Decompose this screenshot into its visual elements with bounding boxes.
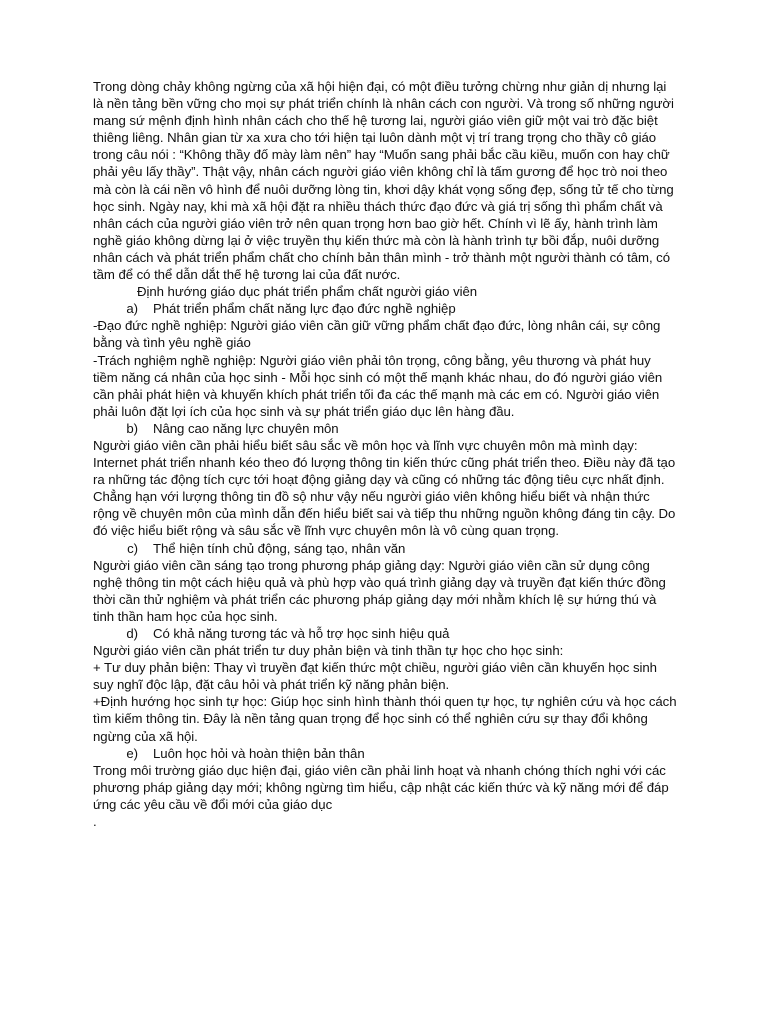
section-marker: a) <box>126 301 138 317</box>
section-d-heading <box>93 625 677 642</box>
section-a-paragraph-1: -Đạo đức nghề nghiệp: Người giáo viên cần giữ vững phẩm chất đạo đức, lòng nhân cái, sự công bằng và tình yêu nghề giáo <box>93 318 661 351</box>
section-title: Nâng cao năng lực chuyên môn <box>153 420 339 436</box>
section-title: Thể hiện tính chủ động, sáng tạo, nhân văn <box>153 540 406 556</box>
section-b-paragraph-1: Người giáo viên cần phải hiểu biết sâu sắc về môn học và lĩnh vực chuyên môn mà mình dạy: Internet phát triển nhanh kéo theo đó lượng thông tin kiến thức cũng phát triển theo. Điều này đã tạo ra những tác động tích cực tới hoạt động giảng dạy và cũng có những tác động tiêu cực nhất định. Chẳng hạn với lượng thông tin đồ sộ như vậy nếu người giáo viên không hiểu biết và nhận thức rộng về chuyên môn của mình dẫn đến hiểu biết sai và tiếp thu những nguồn không đáng tin cậy. Do đó việc hiểu biết rộng và sâu sắc về lĩnh vực chuyên môn là vô cùng quan trọng. <box>93 437 676 539</box>
section-e-paragraph-1: Trong môi trường giáo dục hiện đại, giáo viên cần phải linh hoạt và nhanh chóng thích nghi với các phương pháp giảng dạy mới; không ngừng tìm hiểu, cập nhật các kiến thức và kỹ năng mới để đáp ứng các yêu cầu về đổi mới của giáo dục <box>93 762 669 812</box>
section-d-paragraph-2: + Tư duy phản biện: Thay vì truyền đạt kiến thức một chiều, người giáo viên cần khuyến học sinh suy nghĩ độc lập, đặt câu hỏi và phát triển kỹ năng phản biện. <box>93 660 657 693</box>
section-marker: e) <box>126 745 138 761</box>
section-marker: c) <box>127 540 138 556</box>
section-title: Phát triển phẩm chất năng lực đạo đức nghề nghiệp <box>153 301 456 317</box>
section-d-paragraph-1: Người giáo viên cần phát triển tư duy phản biện và tinh thần tự học cho học sinh: <box>93 643 564 659</box>
intro-paragraph: Trong dòng chảy không ngừng của xã hội hiện đại, có một điều tưởng chừng như giản dị nhưng lại là nền tảng bền vững cho mọi sự phát triển chính là nhân cách con người. Và trong số những người mang sứ mệnh định hình nhân cách cho thế hệ tương lai, người giáo viên giữ một vai trò đặc biệt thiêng liêng. Nhân gian từ xa xưa cho tới hiện tại luôn dành một vị trí trang trọng cho thầy cô giáo trong câu nói : “Không thầy đố mày làm nên” hay “Muốn sang phải bắc cầu kiều, muốn con hay chữ phải yêu lấy thầy”. Thật vậy, nhân cách người giáo viên không chỉ là tấm gương để học trò noi theo mà còn là cái nền vô hình để nuôi dưỡng lòng tin, khơi dậy khát vọng sống đẹp, sống tử tế cho từng học sinh. Ngày nay, khi mà xã hội đặt ra nhiều thách thức đạo đức và giá trị sống thì phẩm chất và nhân cách của người giáo viên trở nên quan trọng hơn bao giờ hết. Chính vì lẽ ấy, hành trình làm nghề giáo không dừng lại ở việc truyền thụ kiến thức mà còn là hành trình tự bồi đắp, nuôi dưỡng nhân cách và phát triển phẩm chất cho chính bản thân mình - trở thành một người thành có tâm, có tầm để có thể dẫn dắt thế hệ tương lai của đất nước. <box>93 79 674 283</box>
section-marker: b) <box>126 420 138 436</box>
document-page <box>93 78 677 830</box>
section-a-paragraph-2: -Trách nghiệm nghề nghiệp: Người giáo viên phải tôn trọng, công bằng, yêu thương và phát huy tiềm năng cá nhân của học sinh - Mỗi học sinh có một thế mạnh khác nhau, do đó người giáo viên cần phải phát hiện và khuyến khích phát triển tối đa các thế mạnh mà các em có. Người giáo viên phải luôn đặt lợi ích của học sinh và sự phát triển giáo dục lên hàng đầu. <box>93 352 663 419</box>
section-b-heading <box>93 420 677 437</box>
section-c-heading <box>93 540 677 557</box>
section-e-heading <box>93 745 677 762</box>
section-title: Luôn học hỏi và hoàn thiện bản thân <box>153 745 365 761</box>
trailing-mark: . <box>93 814 97 830</box>
main-heading: Định hướng giáo dục phát triển phẩm chất người giáo viên <box>137 284 478 300</box>
section-c-paragraph-1: Người giáo viên cần sáng tạo trong phương pháp giảng dạy: Người giáo viên cần sử dụng công nghệ thông tin một cách hiệu quả và phù hợp vào quá trình giảng dạy và truyền đạt kiến thức đồng thời cần thử nghiệm và phát triển các phương pháp giảng dạy mới nhằm khích lệ sự hứng thú và tinh thần ham học của học sinh. <box>93 557 666 624</box>
section-a-heading <box>93 300 677 317</box>
section-marker: d) <box>126 626 138 641</box>
section-title: Có khả năng tương tác và hỗ trợ học sinh hiệu quả <box>153 626 450 641</box>
section-d-paragraph-3: +Định hướng học sinh tự học: Giúp học sinh hình thành thói quen tự học, tự nghiên cứu và học cách tìm kiếm thông tin. Đây là nền tảng quan trọng để học sinh có thể nghiên cứu sự thay đổi không ngừng của xã hội. <box>93 694 677 744</box>
